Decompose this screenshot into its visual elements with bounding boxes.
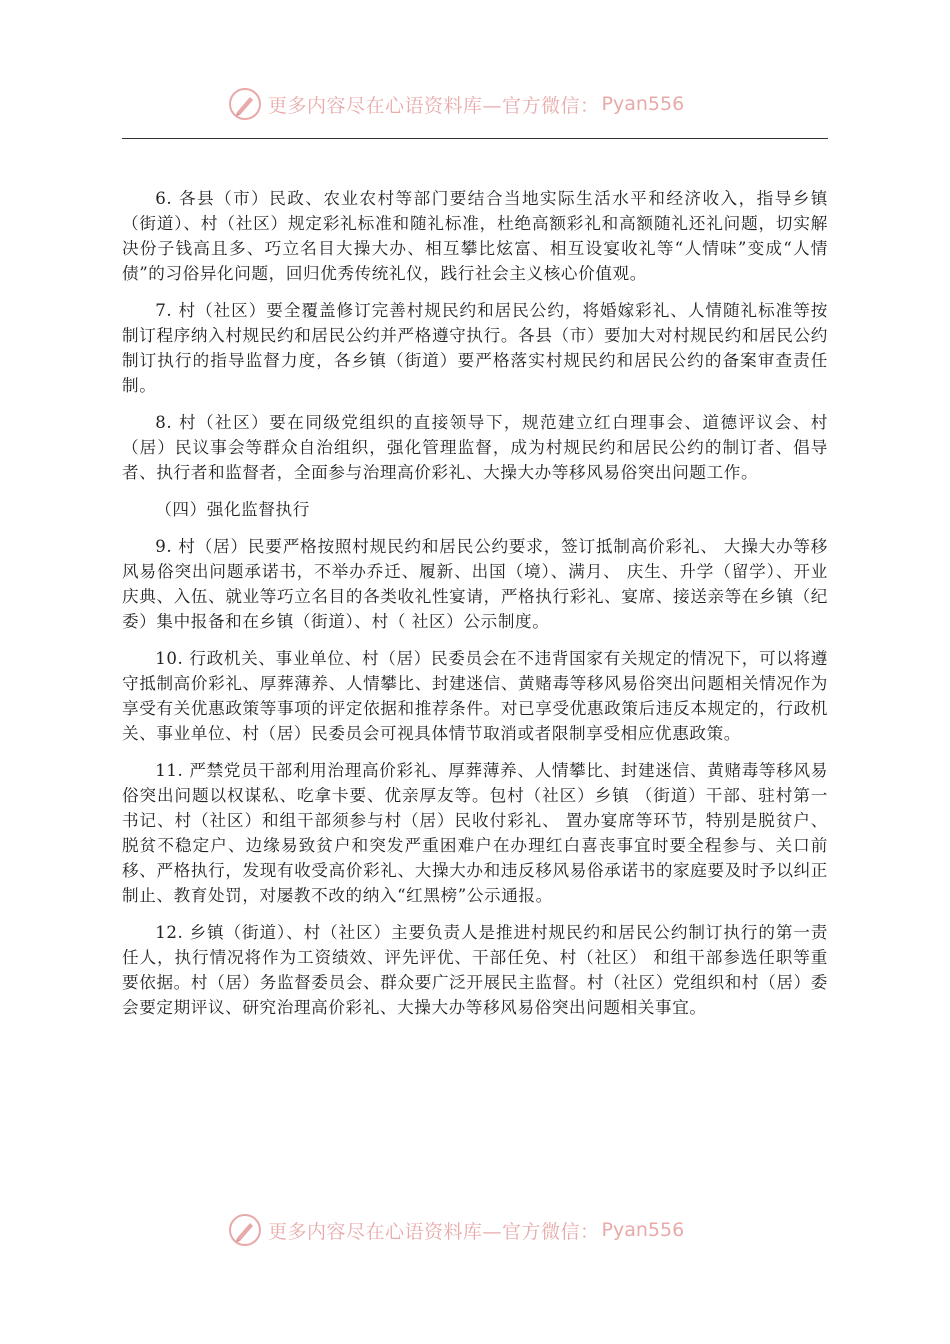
banner-wechat-id: Pyan556: [601, 1219, 685, 1241]
header-banner: [228, 84, 684, 124]
banner-wechat-id: Pyan556: [601, 93, 685, 115]
document-body: [122, 186, 828, 1032]
paragraph-8: 8. 村（社区）要在同级党组织的直接领导下，规范建立红白理事会、道德评议会、村（居）民议事会等群众自治组织，强化管理监督，成为村规民约和居民公约的制订者、倡导者、执行者和监督者，全面参与治理高价彩礼、大操大办等移风易俗突出问题工作。: [122, 413, 828, 482]
paragraph-6: 6. 各县（市）民政、农业农村等部门要结合当地实际生活水平和经济收入，指导乡镇（街道）、村（社区）规定彩礼标准和随礼标准，杜绝高额彩礼和高额随礼还礼问题，切实解决份子钱高且多、巧立名目大操大办、相互攀比炫富、相互设宴收礼等“人情味”变成“人情债”的习俗异化问题，回归优秀传统礼仪，践行社会主义核心价值观。: [122, 189, 828, 283]
banner-text: 更多内容尽在心语资料库—官方微信：: [268, 94, 600, 117]
section-heading-4: （四）强化监督执行: [155, 500, 310, 519]
banner-text: 更多内容尽在心语资料库—官方微信：: [268, 1220, 600, 1243]
paragraph-10: 10. 行政机关、事业单位、村（居）民委员会在不违背国家有关规定的情况下，可以将遵守抵制高价彩礼、厚葬薄养、人情攀比、封建迷信、黄赌毒等移风易俗突出问题相关情况作为享受有关优惠政策等事项的评定依据和推荐条件。对已享受优惠政策后违反本规定的，行政机关、事业单位、村（居）民委员会可视具体情节取消或者限制享受相应优惠政策。: [122, 649, 828, 743]
paragraph-7: 7. 村（社区）要全覆盖修订完善村规民约和居民公约，将婚嫁彩礼、人情随礼标准等按制订程序纳入村规民约和居民公约并严格遵守执行。各县（市）要加大对村规民约和居民公约制订执行的指导监督力度，各乡镇（街道）要严格落实村规民约和居民公约的备案审查责任制。: [122, 301, 828, 395]
footer-banner: [228, 1210, 684, 1250]
paragraph-11: 11. 严禁党员干部利用治理高价彩礼、厚葬薄养、人情攀比、封建迷信、黄赌毒等移风易俗突出问题以权谋私、吃拿卡要、优亲厚友等。包村（社区）乡镇 （街道）干部、驻村第一书记、村（社区）和组干部须参与村（居）民收付彩礼、 置办宴席等环节，特别是脱贫户、 脱贫不稳定户、边缘易致贫户和突发严重困难户在办理红白喜丧事宜时要全程参与、关口前移、严格执行，发现有收受高价彩礼、大操大办和违反移风易俗承诺书的家庭要及时予以纠正制止、教育处罚，对屡教不改的纳入“红黑榜”公示通报。: [122, 761, 828, 905]
paragraph-12: 12. 乡镇（街道）、村（社区）主要负责人是推进村规民约和居民公约制订执行的第一责任人，执行情况将作为工资绩效、评先评优、干部任免、村（社区） 和组干部参选任职等重要依据。村（居）务监督委员会、群众要广泛开展民主监督。村（社区）党组织和村（居）委会要定期评议、研究治理高价彩礼、大操大办等移风易俗突出问题相关事宜。: [122, 923, 828, 1017]
header-divider: [122, 138, 828, 139]
pen-logo-icon: [228, 87, 262, 121]
pen-logo-icon: [228, 1213, 262, 1247]
paragraph-9: 9. 村（居）民要严格按照村规民约和居民公约要求，签订抵制高价彩礼、 大操大办等移风易俗突出问题承诺书，不举办乔迁、履新、出国（境）、满月、 庆生、升学（留学）、开业庆典、入伍、就业等巧立名目的各类收礼性宴请，严格执行彩礼、宴席、接送亲等在乡镇（纪委）集中报备和在乡镇（街道）、村（ 社区）公示制度。: [122, 537, 828, 631]
